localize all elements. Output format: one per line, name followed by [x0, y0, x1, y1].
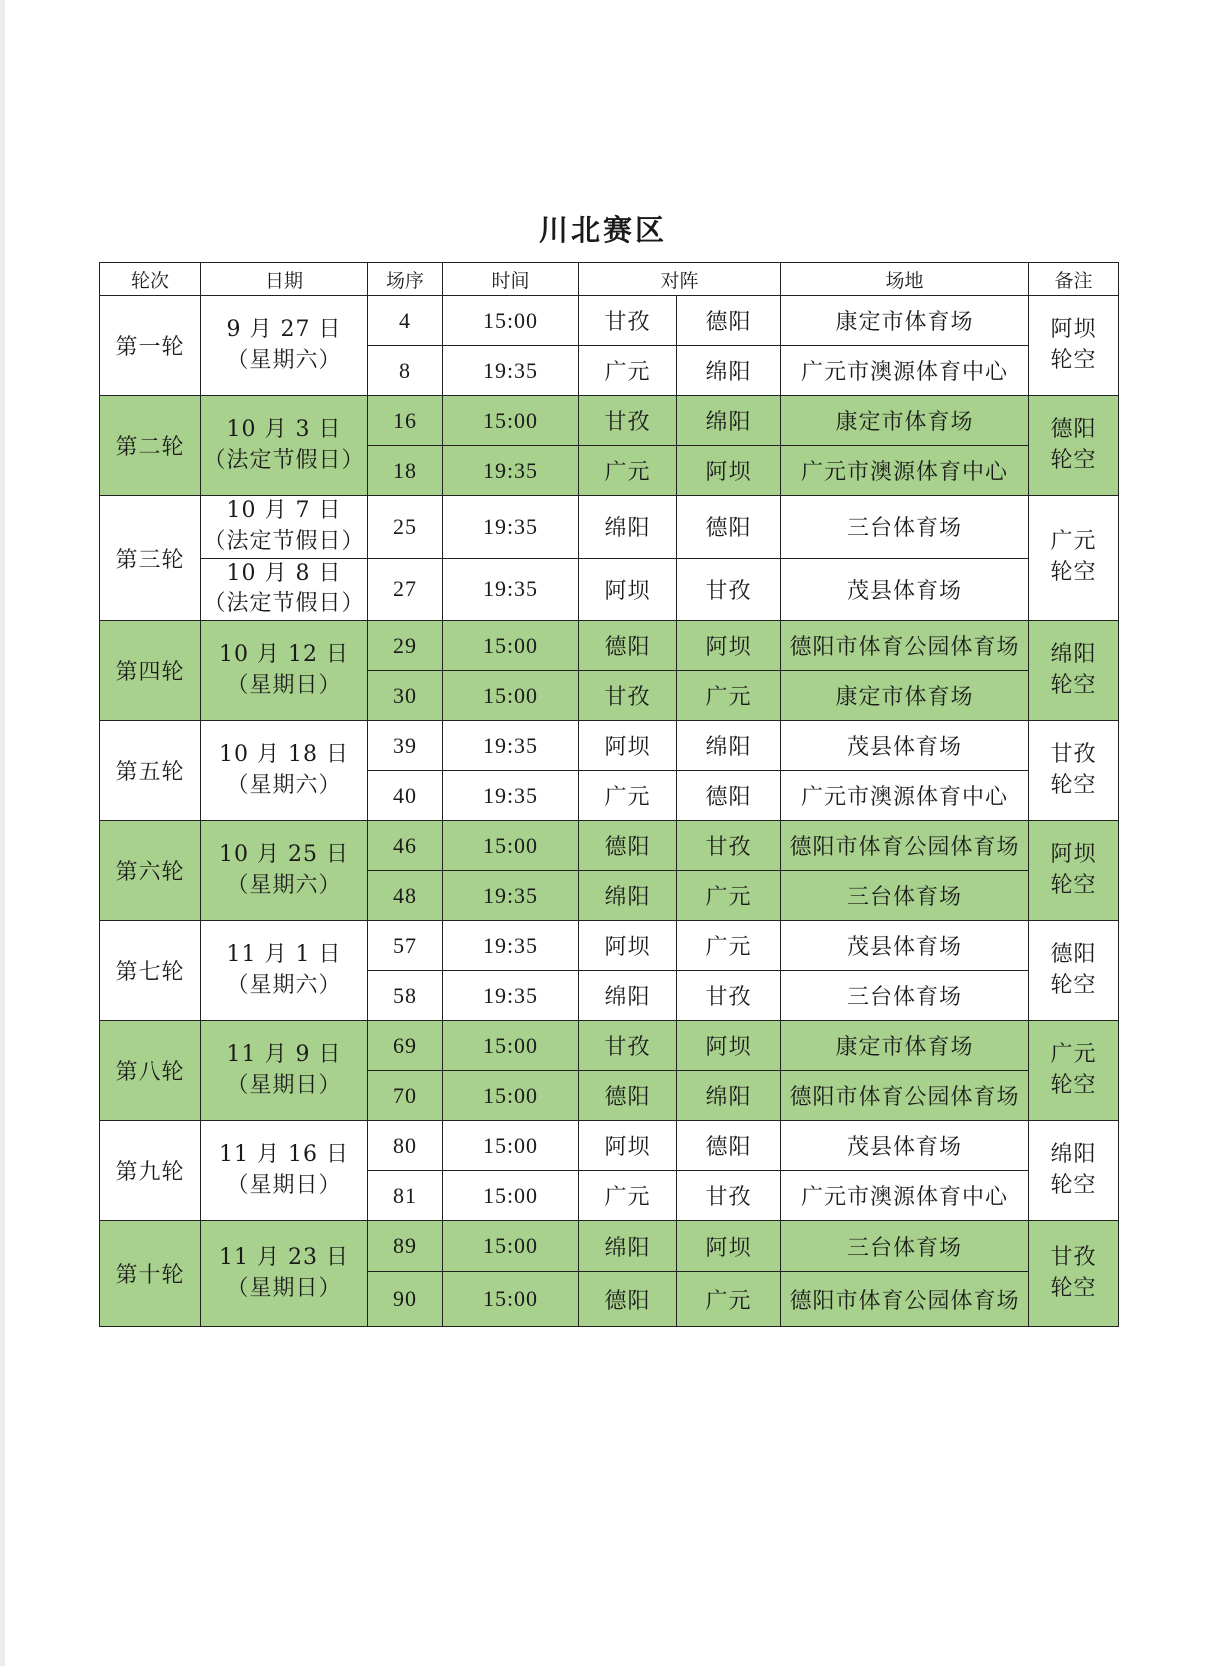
- date-cell: [201, 921, 368, 1021]
- time-cell: 15:00: [443, 671, 579, 721]
- date-line: （法定节假日）: [203, 591, 365, 617]
- date-line: 11 月 16 日: [219, 1141, 349, 1167]
- note-line: 阿坝: [1050, 841, 1097, 867]
- note-line: 德阳: [1050, 416, 1097, 442]
- time-cell: 19:35: [443, 558, 579, 621]
- home-team-cell: 绵阳: [579, 871, 677, 921]
- note-line: 绵阳: [1050, 1141, 1097, 1167]
- home-team-cell: 德阳: [579, 1272, 677, 1327]
- away-team-cell: 广元: [677, 871, 781, 921]
- round-cell: 第七轮: [100, 921, 201, 1021]
- venue-cell: 茂县体育场: [781, 558, 1029, 621]
- venue-cell: 广元市澳源体育中心: [781, 1171, 1029, 1221]
- match-number-cell: 58: [368, 971, 443, 1021]
- time-cell: 15:00: [443, 1021, 579, 1071]
- away-team-cell: 阿坝: [677, 1221, 781, 1272]
- away-team-cell: 甘孜: [677, 1171, 781, 1221]
- schedule-body: [100, 296, 1119, 1327]
- date-cell: [201, 558, 368, 621]
- date-line: 11 月 9 日: [226, 1041, 342, 1067]
- note-cell: [1029, 1021, 1119, 1121]
- away-team-cell: 绵阳: [677, 346, 781, 396]
- match-number-cell: 46: [368, 821, 443, 871]
- home-team-cell: 阿坝: [579, 921, 677, 971]
- match-number-cell: 81: [368, 1171, 443, 1221]
- table-row: [100, 621, 1119, 671]
- header-fixture: 对阵: [579, 263, 781, 296]
- venue-cell: 三台体育场: [781, 1221, 1029, 1272]
- header-row: [100, 263, 1119, 296]
- round-cell: 第八轮: [100, 1021, 201, 1121]
- date-cell: [201, 821, 368, 921]
- date-line: （星期日）: [226, 1172, 342, 1198]
- match-number-cell: 18: [368, 446, 443, 496]
- venue-cell: 德阳市体育公园体育场: [781, 621, 1029, 671]
- time-cell: 15:00: [443, 1221, 579, 1272]
- away-team-cell: 德阳: [677, 296, 781, 346]
- date-line: 9 月 27 日: [226, 316, 342, 342]
- home-team-cell: 阿坝: [579, 721, 677, 771]
- home-team-cell: 绵阳: [579, 1221, 677, 1272]
- note-line: 轮空: [1050, 972, 1097, 998]
- note-line: 阿坝: [1050, 316, 1097, 342]
- match-number-cell: 48: [368, 871, 443, 921]
- round-cell: 第十轮: [100, 1221, 201, 1327]
- time-cell: 19:35: [443, 721, 579, 771]
- table-row: [100, 496, 1119, 559]
- venue-cell: 康定市体育场: [781, 396, 1029, 446]
- venue-cell: 德阳市体育公园体育场: [781, 1272, 1029, 1327]
- away-team-cell: 甘孜: [677, 558, 781, 621]
- round-cell: 第五轮: [100, 721, 201, 821]
- away-team-cell: 广元: [677, 921, 781, 971]
- date-line: 11 月 23 日: [219, 1244, 349, 1270]
- note-line: 轮空: [1050, 447, 1097, 473]
- date-line: 10 月 7 日: [226, 498, 342, 523]
- date-line: 10 月 8 日: [226, 560, 342, 586]
- note-line: 轮空: [1050, 1275, 1097, 1301]
- note-line: 德阳: [1050, 941, 1097, 967]
- note-cell: [1029, 921, 1119, 1021]
- note-cell: [1029, 1221, 1119, 1327]
- away-team-cell: 绵阳: [677, 1071, 781, 1121]
- header-match-no: 场序: [368, 263, 443, 296]
- time-cell: 15:00: [443, 1121, 579, 1171]
- venue-cell: 茂县体育场: [781, 921, 1029, 971]
- match-number-cell: 29: [368, 621, 443, 671]
- venue-cell: 广元市澳源体育中心: [781, 771, 1029, 821]
- venue-cell: 茂县体育场: [781, 721, 1029, 771]
- away-team-cell: 阿坝: [677, 1021, 781, 1071]
- match-number-cell: 16: [368, 396, 443, 446]
- note-cell: [1029, 1121, 1119, 1221]
- venue-cell: 康定市体育场: [781, 671, 1029, 721]
- note-line: 广元: [1050, 1041, 1097, 1067]
- table-row: [100, 821, 1119, 871]
- match-number-cell: 39: [368, 721, 443, 771]
- schedule-table: [99, 262, 1119, 1327]
- home-team-cell: 甘孜: [579, 1021, 677, 1071]
- time-cell: 19:35: [443, 496, 579, 559]
- home-team-cell: 广元: [579, 346, 677, 396]
- venue-cell: 茂县体育场: [781, 1121, 1029, 1171]
- time-cell: 19:35: [443, 971, 579, 1021]
- page-edge: [0, 0, 5, 1666]
- away-team-cell: 绵阳: [677, 396, 781, 446]
- note-line: 轮空: [1050, 772, 1097, 798]
- date-line: 10 月 12 日: [219, 641, 349, 667]
- date-cell: [201, 396, 368, 496]
- date-line: （法定节假日）: [203, 447, 365, 473]
- away-team-cell: 绵阳: [677, 721, 781, 771]
- venue-cell: 德阳市体育公园体育场: [781, 821, 1029, 871]
- time-cell: 19:35: [443, 771, 579, 821]
- date-cell: [201, 296, 368, 396]
- note-line: 轮空: [1050, 672, 1097, 698]
- table-row: [100, 558, 1119, 621]
- match-number-cell: 40: [368, 771, 443, 821]
- time-cell: 15:00: [443, 1272, 579, 1327]
- home-team-cell: 德阳: [579, 621, 677, 671]
- table-row: [100, 921, 1119, 971]
- round-cell: 第四轮: [100, 621, 201, 721]
- date-line: （星期日）: [226, 1072, 342, 1098]
- note-line: 绵阳: [1050, 641, 1097, 667]
- venue-cell: 三台体育场: [781, 971, 1029, 1021]
- note-cell: [1029, 621, 1119, 721]
- time-cell: 15:00: [443, 1071, 579, 1121]
- date-line: （星期六）: [226, 772, 342, 798]
- venue-cell: 三台体育场: [781, 496, 1029, 559]
- home-team-cell: 广元: [579, 446, 677, 496]
- note-line: 轮空: [1050, 347, 1097, 373]
- time-cell: 19:35: [443, 921, 579, 971]
- match-number-cell: 4: [368, 296, 443, 346]
- header-round: 轮次: [100, 263, 201, 296]
- venue-cell: 德阳市体育公园体育场: [781, 1071, 1029, 1121]
- date-line: 10 月 18 日: [219, 741, 349, 767]
- time-cell: 19:35: [443, 446, 579, 496]
- date-line: （星期六）: [226, 972, 342, 998]
- home-team-cell: 阿坝: [579, 558, 677, 621]
- match-number-cell: 90: [368, 1272, 443, 1327]
- away-team-cell: 广元: [677, 1272, 781, 1327]
- header-time: 时间: [443, 263, 579, 296]
- time-cell: 15:00: [443, 296, 579, 346]
- home-team-cell: 德阳: [579, 1071, 677, 1121]
- date-cell: [201, 1021, 368, 1121]
- table-row: [100, 396, 1119, 446]
- time-cell: 15:00: [443, 821, 579, 871]
- round-cell: 第一轮: [100, 296, 201, 396]
- venue-cell: 广元市澳源体育中心: [781, 446, 1029, 496]
- time-cell: 15:00: [443, 396, 579, 446]
- table-row: [100, 296, 1119, 346]
- note-line: 甘孜: [1050, 741, 1097, 767]
- date-cell: [201, 621, 368, 721]
- date-line: 11 月 1 日: [226, 941, 342, 967]
- table-row: [100, 721, 1119, 771]
- away-team-cell: 甘孜: [677, 971, 781, 1021]
- note-cell: [1029, 821, 1119, 921]
- away-team-cell: 德阳: [677, 1121, 781, 1171]
- home-team-cell: 绵阳: [579, 971, 677, 1021]
- time-cell: 19:35: [443, 871, 579, 921]
- home-team-cell: 甘孜: [579, 296, 677, 346]
- table-row: [100, 1021, 1119, 1071]
- home-team-cell: 广元: [579, 1171, 677, 1221]
- date-line: （星期六）: [226, 347, 342, 373]
- header-date: 日期: [201, 263, 368, 296]
- away-team-cell: 甘孜: [677, 821, 781, 871]
- round-cell: 第二轮: [100, 396, 201, 496]
- home-team-cell: 广元: [579, 771, 677, 821]
- away-team-cell: 德阳: [677, 496, 781, 559]
- date-line: 10 月 3 日: [226, 416, 342, 442]
- home-team-cell: 阿坝: [579, 1121, 677, 1171]
- match-number-cell: 8: [368, 346, 443, 396]
- away-team-cell: 广元: [677, 671, 781, 721]
- date-line: （星期日）: [226, 672, 342, 698]
- venue-cell: 康定市体育场: [781, 1021, 1029, 1071]
- date-line: （星期六）: [226, 872, 342, 898]
- date-cell: [201, 1221, 368, 1327]
- away-team-cell: 阿坝: [677, 446, 781, 496]
- note-cell: [1029, 396, 1119, 496]
- match-number-cell: 57: [368, 921, 443, 971]
- round-cell: 第九轮: [100, 1121, 201, 1221]
- note-cell: [1029, 721, 1119, 821]
- time-cell: 15:00: [443, 1171, 579, 1221]
- note-line: 轮空: [1050, 1172, 1097, 1198]
- note-line: 轮空: [1050, 872, 1097, 898]
- round-cell: 第三轮: [100, 496, 201, 621]
- note-line: 轮空: [1050, 1072, 1097, 1098]
- match-number-cell: 25: [368, 496, 443, 559]
- header-note: 备注: [1029, 263, 1119, 296]
- home-team-cell: 德阳: [579, 821, 677, 871]
- table-row: [100, 1121, 1119, 1171]
- time-cell: 15:00: [443, 621, 579, 671]
- venue-cell: 康定市体育场: [781, 296, 1029, 346]
- document-title: 川北赛区: [538, 213, 667, 247]
- note-line: 轮空: [1050, 560, 1097, 586]
- match-number-cell: 89: [368, 1221, 443, 1272]
- home-team-cell: 绵阳: [579, 496, 677, 559]
- match-number-cell: 70: [368, 1071, 443, 1121]
- round-cell: 第六轮: [100, 821, 201, 921]
- venue-cell: 三台体育场: [781, 871, 1029, 921]
- match-number-cell: 69: [368, 1021, 443, 1071]
- match-number-cell: 30: [368, 671, 443, 721]
- note-line: 甘孜: [1050, 1244, 1097, 1270]
- note-line: 广元: [1050, 529, 1097, 555]
- home-team-cell: 甘孜: [579, 396, 677, 446]
- date-cell: [201, 721, 368, 821]
- table-row: [100, 1221, 1119, 1272]
- away-team-cell: 阿坝: [677, 621, 781, 671]
- note-cell: [1029, 296, 1119, 396]
- match-number-cell: 80: [368, 1121, 443, 1171]
- date-line: 10 月 25 日: [219, 841, 349, 867]
- note-cell: [1029, 496, 1119, 621]
- header-venue: 场地: [781, 263, 1029, 296]
- venue-cell: 广元市澳源体育中心: [781, 346, 1029, 396]
- away-team-cell: 德阳: [677, 771, 781, 821]
- match-number-cell: 27: [368, 558, 443, 621]
- date-line: （星期日）: [226, 1275, 342, 1301]
- date-cell: [201, 1121, 368, 1221]
- date-cell: [201, 496, 368, 559]
- time-cell: 19:35: [443, 346, 579, 396]
- date-line: （法定节假日）: [203, 528, 365, 554]
- home-team-cell: 甘孜: [579, 671, 677, 721]
